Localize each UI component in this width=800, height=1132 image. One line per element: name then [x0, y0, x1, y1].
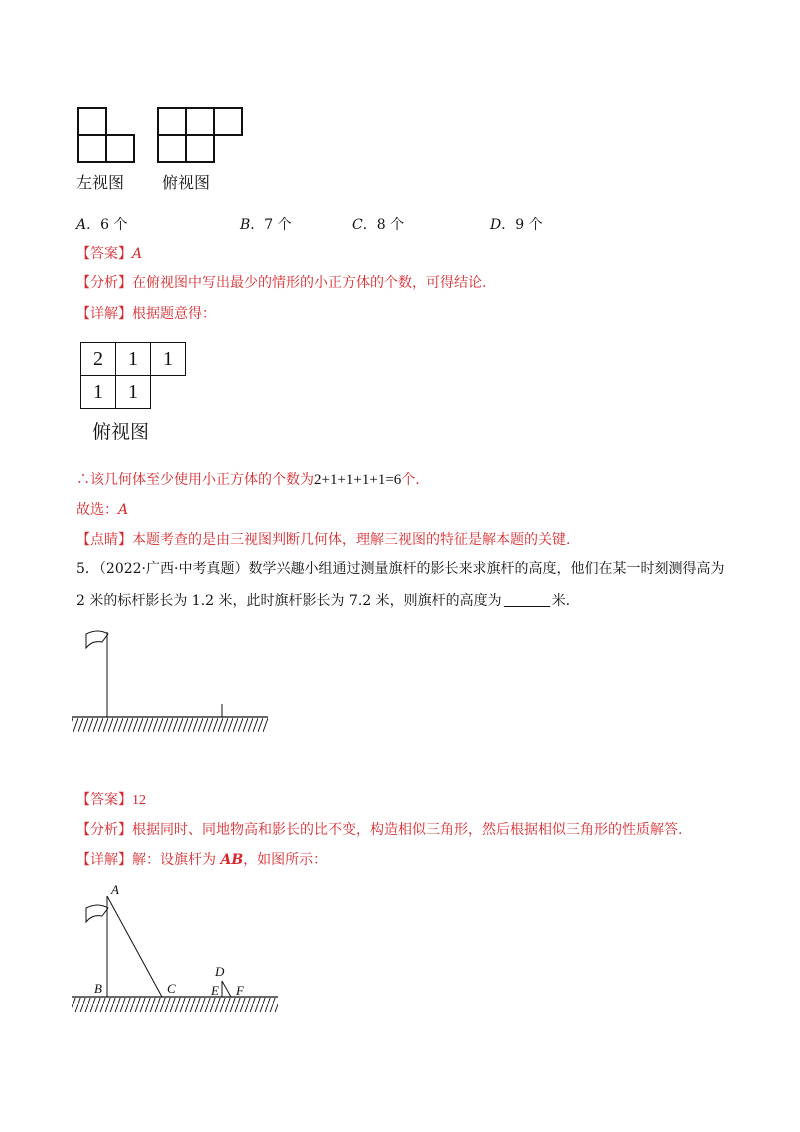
q4-detail: 【详解】根据题意得： [76, 306, 216, 322]
q4-conclusion: ∴该几何体至少使用小正方体的个数为2+1+1+1+1=6个. [76, 472, 420, 488]
label-e: E [211, 983, 219, 998]
q4-choice: 故选：A [76, 502, 129, 518]
label-a: A [111, 882, 119, 897]
label-c: C [167, 981, 176, 996]
option-b: B．7 个 [240, 217, 292, 233]
label-b: B [94, 981, 102, 996]
left-view-label: 左视图 [76, 175, 125, 192]
label-f: F [236, 983, 244, 998]
grid-cell: 1 [116, 376, 151, 409]
left-view-cell [78, 135, 106, 162]
left-view-cell [106, 135, 134, 162]
three-view-figures [70, 100, 260, 195]
q5-answer: 【答案】12 [76, 792, 146, 808]
conclusion-formula: 2+1+1+1+1=6 [314, 472, 402, 488]
top-view-count-grid [80, 342, 186, 409]
ground-hatch [72, 718, 268, 732]
q5-analysis: 【分析】根据同时、同地物高和影长的比不变，构造相似三角形，然后根据相似三角形的性质解答. [76, 822, 683, 838]
q5-detail: 【详解】解：设旗杆为 AB，如图所示： [76, 852, 328, 868]
q5-stem-line1: 5．（2022·广西·中考真题）数学兴趣小组通过测量旗杆的影长来求旗杆的高度，他们在某一时刻测得高为 [76, 561, 725, 577]
grid-caption: 俯视图 [92, 421, 150, 443]
ground-hatch [72, 998, 278, 1012]
grid-cell: 1 [116, 343, 151, 376]
similar-triangles-figure [68, 878, 288, 1023]
flagpole-figure [68, 620, 278, 745]
top-view-cell [214, 108, 242, 135]
option-a: A．6 个 [76, 217, 128, 233]
grid-cell: 2 [81, 343, 116, 376]
q4-analysis: 【分析】在俯视图中写出最少的情形的小正方体的个数，可得结论. [76, 275, 487, 291]
grid-cell-empty [151, 376, 186, 409]
shadow-line-df [222, 981, 231, 997]
label-d: D [215, 964, 225, 979]
answer-blank [504, 592, 550, 607]
grid-cell: 1 [81, 376, 116, 409]
top-view-cell [158, 108, 186, 135]
flag-icon [86, 905, 108, 922]
option-d: D．9 个 [490, 217, 543, 233]
q5-stem-line2: 2 米的标杆影长为 1.2 米，此时旗杆影长为 7.2 米，则旗杆的高度为 米. [76, 593, 571, 609]
top-view-label: 俯视图 [162, 175, 211, 192]
q4-answer: 【答案】A [76, 246, 143, 262]
top-view-cell [186, 135, 214, 162]
top-view-cell [158, 135, 186, 162]
grid-cell: 1 [151, 343, 186, 376]
option-c: C．8 个 [352, 217, 405, 233]
top-view-cell [186, 108, 214, 135]
left-view-cell [78, 108, 106, 135]
flag-icon [86, 631, 108, 648]
shadow-line-ac [107, 896, 162, 997]
q4-comment: 【点睛】本题考查的是由三视图判断几何体，理解三视图的特征是解本题的关键. [76, 532, 571, 548]
